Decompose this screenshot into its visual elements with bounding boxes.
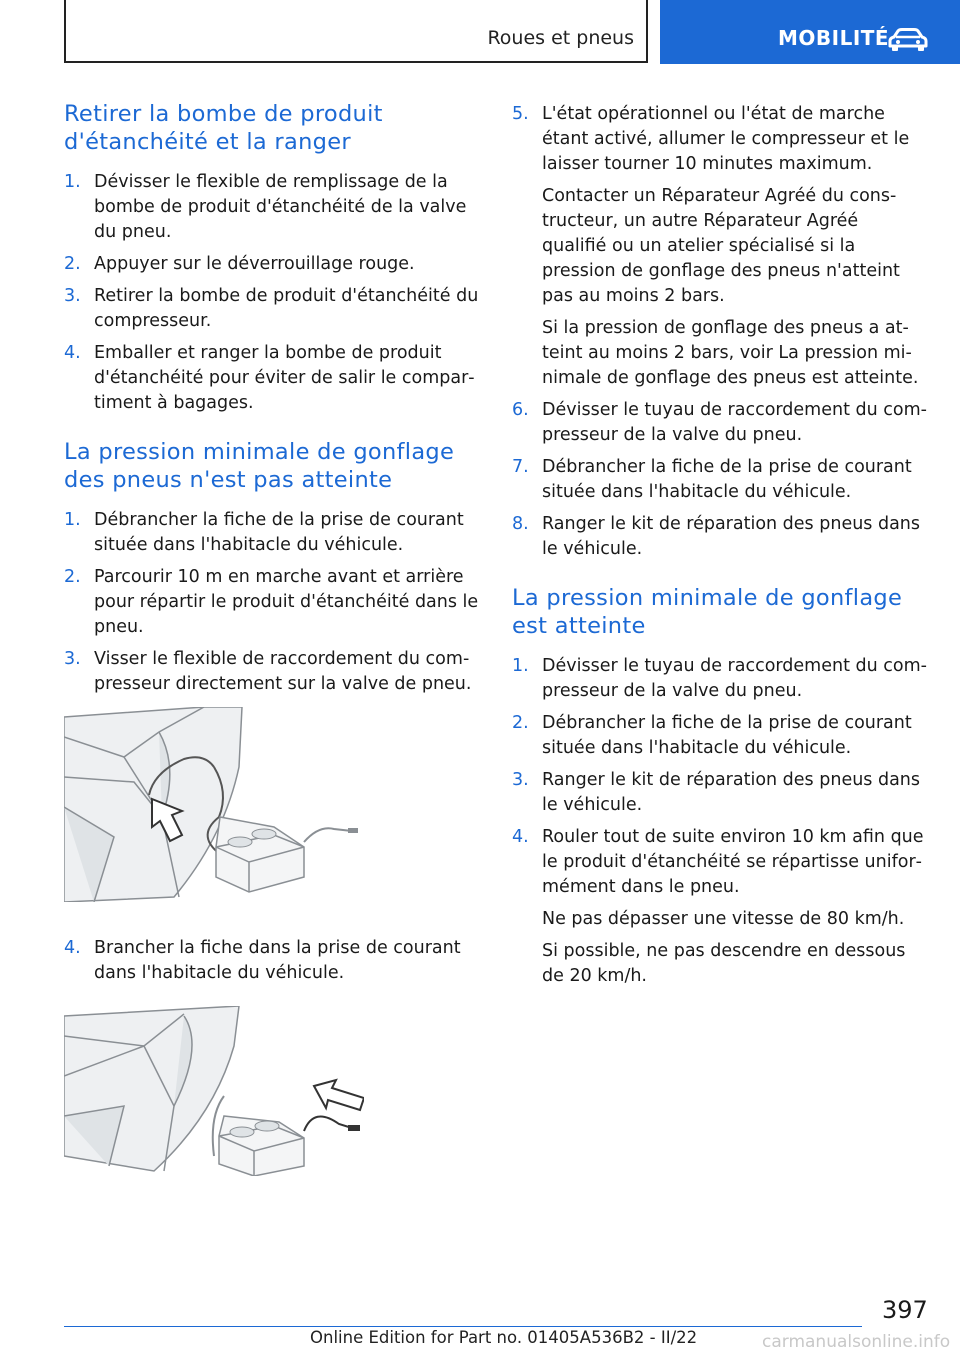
list-item: 2. Appuyer sur le déverrouillage rouge. — [64, 254, 415, 274]
page-number: 397 — [882, 1296, 928, 1324]
right-column — [512, 102, 928, 996]
list-item: 8. Ranger le kit de réparation des pneus dans le véhicule. — [512, 514, 921, 559]
header-section-box — [64, 0, 648, 63]
header-section-title: Roues et pneus — [487, 27, 634, 49]
note-paragraph: Contacter un Réparateur Agréé du constructeur, un autre Réparateur Agréé qualifié ou un atelier spécialisé si la pression de gonflage des pneus n'atteint pas au moins 2 bars. — [542, 186, 900, 306]
watermark: carmanualsonline.info — [762, 1332, 951, 1352]
list-item: 4. Brancher la fiche dans la prise de courant dans l'habitacle du véhicule. — [64, 938, 461, 983]
note-paragraph: Ne pas dépasser une vitesse de 80 km/h. — [542, 909, 905, 929]
list-item: 2. Parcourir 10 m en marche avant et arrière pour répartir le produit d'étanchéité dans le pneu. — [64, 567, 479, 637]
steps-pressure-not-reached — [64, 508, 480, 697]
note-paragraph: Si la pression de gonflage des pneus a atteint au moins 2 bars, voir La pression minimale de gonflage des pneus est atteinte. — [542, 318, 919, 388]
list-item: 3. Visser le flexible de raccordement du compresseur directement sur la valve de pneu. — [64, 649, 472, 694]
steps-pressure-not-reached-cont — [64, 936, 480, 986]
steps-pressure-not-reached-right — [512, 102, 928, 562]
list-item: 2. Débrancher la fiche de la prise de courant située dans l'habitacle du véhicule. — [512, 713, 912, 758]
header-chapter-tab — [660, 0, 960, 64]
list-item: 4. Emballer et ranger la bombe de produit d'étanchéité pour éviter de salir le compartiment à bagages. — [64, 343, 475, 413]
section-title-pressure-reached: La pression minimale de gonflage est atteinte — [512, 585, 903, 639]
illustration-hose-on-valve — [64, 707, 364, 902]
list-item: 4. Rouler tout de suite environ 10 km afin que le produit d'étanchéité se répartisse uniformément dans le pneu. Ne pas dépasser une vitesse de 80 km/h. Si possible, ne pas descendre en dessous de 20 km/h. — [512, 825, 928, 989]
list-item: 3. Retirer la bombe de produit d'étanchéité du compresseur. — [64, 286, 479, 331]
steps-pressure-reached — [512, 654, 928, 989]
footer-divider — [64, 1326, 862, 1327]
section-title-pressure-not-reached: La pression minimale de gonflage des pneus n'est pas atteinte — [64, 439, 455, 493]
note-paragraph: Si possible, ne pas descendre en dessous de 20 km/h. — [542, 941, 906, 986]
car-icon — [886, 28, 930, 54]
illustration-plug-socket — [64, 1006, 364, 1176]
list-item: 3. Ranger le kit de réparation des pneus dans le véhicule. — [512, 770, 921, 815]
section-title-remove-sealant: Retirer la bombe de produit d'étanchéité et la ranger — [64, 101, 383, 155]
list-item: 7. Débrancher la fiche de la prise de courant située dans l'habitacle du véhicule. — [512, 457, 912, 502]
left-column — [64, 100, 480, 1176]
footer-edition: Online Edition for Part no. 01405A536B2 - II/22 — [310, 1328, 698, 1347]
header-chapter-title: MOBILITÉ — [778, 26, 890, 50]
list-item: 1. Dévisser le flexible de remplissage de la bombe de produit d'étanchéité de la valve du pneu. — [64, 172, 467, 242]
steps-remove-sealant — [64, 170, 480, 416]
list-item: 1. Débrancher la fiche de la prise de courant située dans l'habitacle du véhicule. — [64, 510, 464, 555]
list-item: 5. L'état opérationnel ou l'état de marche étant activé, allumer le compresseur et le laisser tourner 10 minutes maximum. Contacter un Réparateur Agréé du constructeur, un autre Réparateur Agréé qualifié ou un atelier spécialisé si la pression de gonflage des pneus n'atteint pas au moins 2 bars. Si la pression de gonflage des pneus a atteint au moins 2 bars, voir La pression minimale de gonflage des pneus est atteinte. — [512, 102, 928, 391]
list-item: 6. Dévisser le tuyau de raccordement du compresseur de la valve du pneu. — [512, 400, 927, 445]
list-item: 1. Dévisser le tuyau de raccordement du compresseur de la valve du pneu. — [512, 656, 927, 701]
